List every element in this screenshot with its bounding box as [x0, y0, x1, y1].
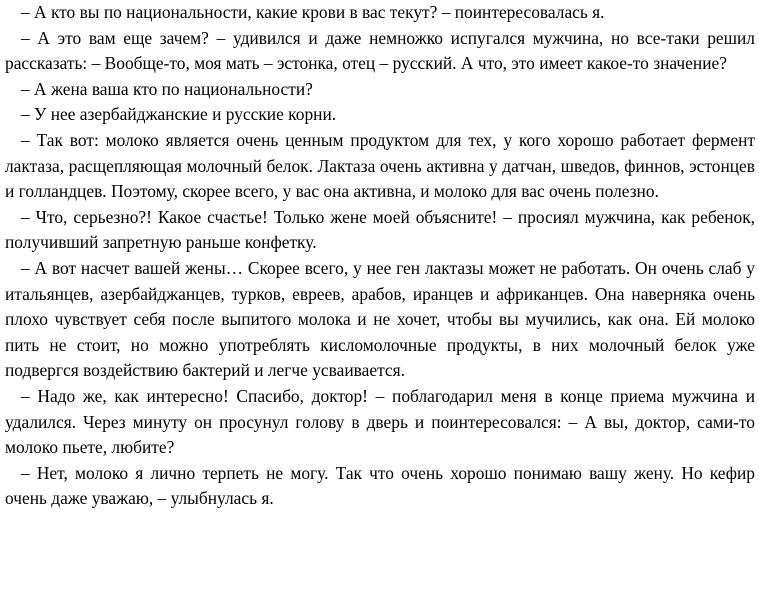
paragraph-9: – Нет, молоко я лично терпеть не могу. Так что очень хорошо понимаю вашу жену. Но кефир очень даже уважаю, – улыбнулась я.	[5, 462, 755, 509]
paragraph-1: – А кто вы по национальности, какие крови в вас текут? – поинтересовалась я.	[21, 2, 605, 22]
paragraph-8: – Надо же, как интересно! Спасибо, доктор! – поблагодарил меня в конце приема мужчина и удалился. Через минуту он просунул голову в дверь и поинтересовался: – А вы, доктор, сами-то молоко пьете, любите?	[5, 385, 755, 458]
document-text	[5, 0, 755, 512]
paragraph-5: – Так вот: молоко является очень ценным продуктом для тех, у кого хорошо работает фермент лактаза, расщепляющая молочный белок. Лактаза очень активна у датчан, шведов, финнов, эстонцев и голландцев. Поэтому, скорее всего, у вас она активна, и молоко для вас очень полезно.	[5, 129, 755, 202]
paragraph-6: – Что, серьезно?! Какое счастье! Только жене моей объясните! – просиял мужчина, как ребенок, получивший запретную раньше конфетку.	[5, 206, 755, 253]
paragraph-7: – А вот насчет вашей жены… Скорее всего, у нее ген лактазы может не работать. Он очень слаб у итальянцев, азербайджанцев, турков, евреев, арабов, иранцев и африканцев. Она наверняка очень плохо чувствует себя после выпитого молока и не хочет, чтобы вы мучились, как она. Ей молоко пить не стоит, но можно употреблять кисломолочные продукты, в них молочный белок уже подвергся воздействию бактерий и легче усваивается.	[5, 257, 755, 381]
paragraph-4: – У нее азербайджанские и русские корни.	[21, 104, 337, 125]
paragraph-2: – А это вам еще зачем? – удивился и даже немножко испугался мужчина, но все-таки решил рассказать: – Вообще-то, моя мать – эстонка, отец – русский. А что, это имеет какое-то значение?	[5, 27, 755, 74]
paragraph-3: – А жена ваша кто по национальности?	[21, 78, 313, 99]
